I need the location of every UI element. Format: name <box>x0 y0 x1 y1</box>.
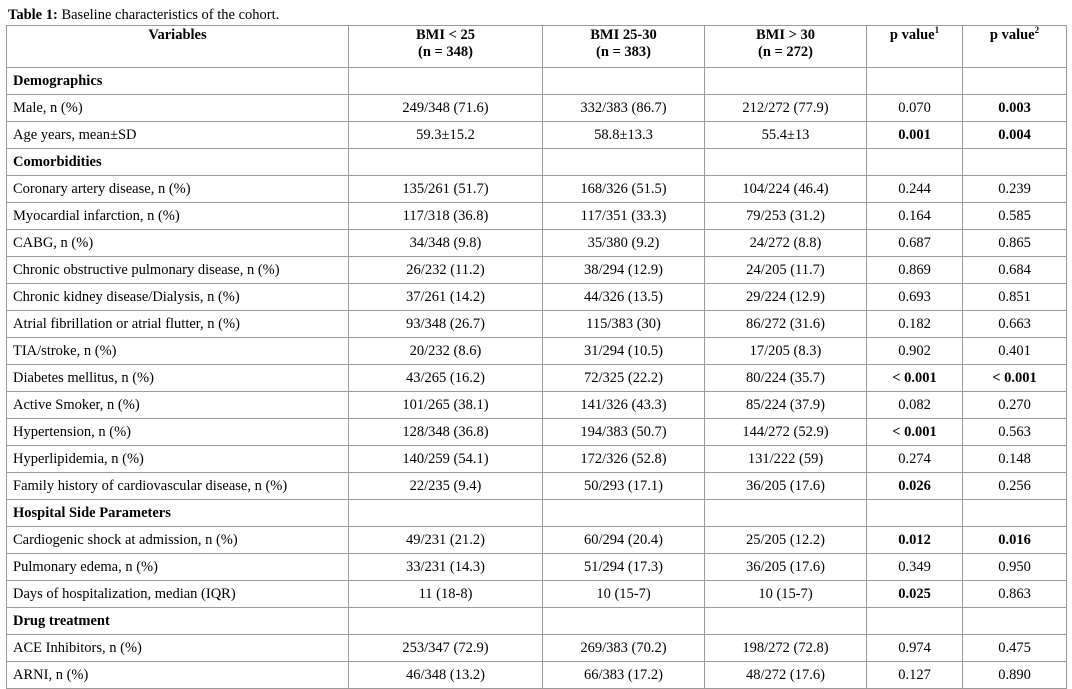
empty-cell <box>705 68 867 95</box>
cell-bmi-gt30: 104/224 (46.4) <box>705 176 867 203</box>
cell-bmi-lt25: 128/348 (36.8) <box>349 419 543 446</box>
empty-cell <box>867 68 963 95</box>
cell-bmi-gt30: 36/205 (17.6) <box>705 554 867 581</box>
cell-p-value-1: 0.127 <box>867 662 963 689</box>
cell-bmi-lt25: 101/265 (38.1) <box>349 392 543 419</box>
table-row <box>7 419 1067 446</box>
cell-bmi-lt25: 34/348 (9.8) <box>349 230 543 257</box>
row-label: Active Smoker, n (%) <box>7 392 349 419</box>
cell-bmi-25-30: 38/294 (12.9) <box>543 257 705 284</box>
row-label: CABG, n (%) <box>7 230 349 257</box>
cell-p-value-2: 0.475 <box>963 635 1067 662</box>
cell-p-value-1: 0.869 <box>867 257 963 284</box>
row-label: Cardiogenic shock at admission, n (%) <box>7 527 349 554</box>
cell-bmi-25-30: 50/293 (17.1) <box>543 473 705 500</box>
row-label: ARNI, n (%) <box>7 662 349 689</box>
section-row <box>7 149 1067 176</box>
header-bmi-lt25: BMI < 25 (n = 348) <box>349 26 543 68</box>
cell-bmi-gt30: 29/224 (12.9) <box>705 284 867 311</box>
cell-bmi-gt30: 144/272 (52.9) <box>705 419 867 446</box>
cell-p-value-1: 0.974 <box>867 635 963 662</box>
cell-bmi-25-30: 60/294 (20.4) <box>543 527 705 554</box>
cell-bmi-gt30: 80/224 (35.7) <box>705 365 867 392</box>
cell-p-value-1: 0.274 <box>867 446 963 473</box>
cell-p-value-2: 0.256 <box>963 473 1067 500</box>
cell-p-value-1: 0.182 <box>867 311 963 338</box>
empty-cell <box>963 500 1067 527</box>
header-variables: Variables <box>7 26 349 68</box>
empty-cell <box>543 608 705 635</box>
cell-bmi-25-30: 194/383 (50.7) <box>543 419 705 446</box>
empty-cell <box>349 149 543 176</box>
cell-p-value-2: 0.851 <box>963 284 1067 311</box>
empty-cell <box>705 608 867 635</box>
row-label: Age years, mean±SD <box>7 122 349 149</box>
cell-p-value-1: 0.687 <box>867 230 963 257</box>
table-row <box>7 230 1067 257</box>
cell-p-value-1: 0.026 <box>867 473 963 500</box>
cell-p-value-1: 0.244 <box>867 176 963 203</box>
cell-p-value-1: < 0.001 <box>867 365 963 392</box>
cell-bmi-lt25: 93/348 (26.7) <box>349 311 543 338</box>
caption-label: Table 1: <box>8 7 58 23</box>
cell-bmi-lt25: 59.3±15.2 <box>349 122 543 149</box>
cell-bmi-gt30: 212/272 (77.9) <box>705 95 867 122</box>
cell-p-value-1: 0.012 <box>867 527 963 554</box>
cell-p-value-2: < 0.001 <box>963 365 1067 392</box>
empty-cell <box>963 608 1067 635</box>
row-label: Chronic obstructive pulmonary disease, n (%) <box>7 257 349 284</box>
empty-cell <box>963 149 1067 176</box>
cell-bmi-25-30: 44/326 (13.5) <box>543 284 705 311</box>
cell-p-value-2: 0.270 <box>963 392 1067 419</box>
cell-bmi-25-30: 115/383 (30) <box>543 311 705 338</box>
empty-cell <box>867 149 963 176</box>
cell-p-value-2: 0.663 <box>963 311 1067 338</box>
cell-p-value-1: 0.349 <box>867 554 963 581</box>
cell-bmi-lt25: 43/265 (16.2) <box>349 365 543 392</box>
row-label: Atrial fibrillation or atrial flutter, n (%) <box>7 311 349 338</box>
empty-cell <box>349 68 543 95</box>
cell-p-value-1: 0.025 <box>867 581 963 608</box>
header-p-value-1: p value$^1$ <box>867 26 963 68</box>
cell-p-value-2: 0.004 <box>963 122 1067 149</box>
cell-p-value-2: 0.863 <box>963 581 1067 608</box>
cell-bmi-lt25: 117/318 (36.8) <box>349 203 543 230</box>
cell-bmi-lt25: 49/231 (21.2) <box>349 527 543 554</box>
cell-p-value-2: 0.950 <box>963 554 1067 581</box>
section-title: Comorbidities <box>7 149 349 176</box>
table-row <box>7 95 1067 122</box>
cell-p-value-2: 0.563 <box>963 419 1067 446</box>
cell-bmi-gt30: 10 (15-7) <box>705 581 867 608</box>
cell-bmi-lt25: 37/261 (14.2) <box>349 284 543 311</box>
section-title: Demographics <box>7 68 349 95</box>
cell-p-value-2: 0.684 <box>963 257 1067 284</box>
row-label: Hyperlipidemia, n (%) <box>7 446 349 473</box>
empty-cell <box>349 608 543 635</box>
table-body <box>7 68 1067 689</box>
empty-cell <box>543 68 705 95</box>
cell-p-value-2: 0.239 <box>963 176 1067 203</box>
table-row <box>7 581 1067 608</box>
cell-p-value-2: 0.016 <box>963 527 1067 554</box>
row-label: Pulmonary edema, n (%) <box>7 554 349 581</box>
empty-cell <box>349 500 543 527</box>
empty-cell <box>963 68 1067 95</box>
table-row <box>7 122 1067 149</box>
table-row <box>7 365 1067 392</box>
row-label: Coronary artery disease, n (%) <box>7 176 349 203</box>
cell-bmi-lt25: 249/348 (71.6) <box>349 95 543 122</box>
empty-cell <box>705 500 867 527</box>
cell-bmi-25-30: 51/294 (17.3) <box>543 554 705 581</box>
table-row <box>7 446 1067 473</box>
cell-bmi-lt25: 11 (18-8) <box>349 581 543 608</box>
cell-bmi-25-30: 332/383 (86.7) <box>543 95 705 122</box>
cell-bmi-lt25: 22/235 (9.4) <box>349 473 543 500</box>
table-row <box>7 257 1067 284</box>
cell-p-value-2: 0.003 <box>963 95 1067 122</box>
cell-bmi-gt30: 131/222 (59) <box>705 446 867 473</box>
table-row <box>7 635 1067 662</box>
table-row <box>7 176 1067 203</box>
cell-bmi-25-30: 168/326 (51.5) <box>543 176 705 203</box>
cell-bmi-25-30: 72/325 (22.2) <box>543 365 705 392</box>
cell-bmi-25-30: 117/351 (33.3) <box>543 203 705 230</box>
cell-bmi-25-30: 31/294 (10.5) <box>543 338 705 365</box>
cell-bmi-lt25: 140/259 (54.1) <box>349 446 543 473</box>
cell-p-value-2: 0.585 <box>963 203 1067 230</box>
cell-p-value-1: 0.082 <box>867 392 963 419</box>
cell-p-value-1: 0.902 <box>867 338 963 365</box>
empty-cell <box>543 500 705 527</box>
row-label: Chronic kidney disease/Dialysis, n (%) <box>7 284 349 311</box>
cell-p-value-2: 0.401 <box>963 338 1067 365</box>
section-row <box>7 68 1067 95</box>
cell-bmi-gt30: 79/253 (31.2) <box>705 203 867 230</box>
row-label: Diabetes mellitus, n (%) <box>7 365 349 392</box>
empty-cell <box>867 500 963 527</box>
cell-bmi-25-30: 10 (15-7) <box>543 581 705 608</box>
cell-bmi-25-30: 141/326 (43.3) <box>543 392 705 419</box>
table-container <box>6 5 1066 689</box>
cell-p-value-1: 0.164 <box>867 203 963 230</box>
cell-bmi-gt30: 86/272 (31.6) <box>705 311 867 338</box>
section-row <box>7 608 1067 635</box>
empty-cell <box>705 149 867 176</box>
table-row <box>7 284 1067 311</box>
cell-p-value-2: 0.890 <box>963 662 1067 689</box>
cell-bmi-gt30: 85/224 (37.9) <box>705 392 867 419</box>
table-row <box>7 473 1067 500</box>
cell-bmi-gt30: 198/272 (72.8) <box>705 635 867 662</box>
cell-bmi-lt25: 33/231 (14.3) <box>349 554 543 581</box>
cell-bmi-gt30: 48/272 (17.6) <box>705 662 867 689</box>
cell-p-value-2: 0.865 <box>963 230 1067 257</box>
empty-cell <box>867 608 963 635</box>
caption-text: Baseline characteristics of the cohort. <box>57 7 280 23</box>
row-label: TIA/stroke, n (%) <box>7 338 349 365</box>
table-row <box>7 662 1067 689</box>
section-title: Hospital Side Parameters <box>7 500 349 527</box>
cell-bmi-lt25: 253/347 (72.9) <box>349 635 543 662</box>
header-p-value-2: p value$^2$ <box>963 26 1067 68</box>
cell-bmi-gt30: 55.4±13 <box>705 122 867 149</box>
cell-bmi-lt25: 135/261 (51.7) <box>349 176 543 203</box>
cell-p-value-1: < 0.001 <box>867 419 963 446</box>
row-label: Male, n (%) <box>7 95 349 122</box>
cell-p-value-1: 0.070 <box>867 95 963 122</box>
empty-cell <box>543 149 705 176</box>
table-row <box>7 554 1067 581</box>
section-title: Drug treatment <box>7 608 349 635</box>
cell-bmi-25-30: 35/380 (9.2) <box>543 230 705 257</box>
table-caption <box>6 5 1066 25</box>
header-bmi-25-30: BMI 25-30 (n = 383) <box>543 26 705 68</box>
cell-bmi-25-30: 269/383 (70.2) <box>543 635 705 662</box>
baseline-characteristics-table <box>6 25 1067 689</box>
cell-bmi-gt30: 36/205 (17.6) <box>705 473 867 500</box>
table-row <box>7 311 1067 338</box>
cell-p-value-1: 0.693 <box>867 284 963 311</box>
cell-p-value-1: 0.001 <box>867 122 963 149</box>
table-row <box>7 527 1067 554</box>
row-label: Days of hospitalization, median (IQR) <box>7 581 349 608</box>
cell-bmi-gt30: 17/205 (8.3) <box>705 338 867 365</box>
table-row <box>7 338 1067 365</box>
cell-bmi-25-30: 58.8±13.3 <box>543 122 705 149</box>
cell-bmi-lt25: 46/348 (13.2) <box>349 662 543 689</box>
table-row <box>7 392 1067 419</box>
cell-bmi-lt25: 26/232 (11.2) <box>349 257 543 284</box>
row-label: Myocardial infarction, n (%) <box>7 203 349 230</box>
row-label: ACE Inhibitors, n (%) <box>7 635 349 662</box>
cell-bmi-gt30: 24/205 (11.7) <box>705 257 867 284</box>
row-label: Family history of cardiovascular disease, n (%) <box>7 473 349 500</box>
cell-bmi-gt30: 24/272 (8.8) <box>705 230 867 257</box>
cell-p-value-2: 0.148 <box>963 446 1067 473</box>
table-row <box>7 203 1067 230</box>
cell-bmi-gt30: 25/205 (12.2) <box>705 527 867 554</box>
row-label: Hypertension, n (%) <box>7 419 349 446</box>
cell-bmi-lt25: 20/232 (8.6) <box>349 338 543 365</box>
section-row <box>7 500 1067 527</box>
header-row <box>7 26 1067 68</box>
cell-bmi-25-30: 172/326 (52.8) <box>543 446 705 473</box>
header-bmi-gt30: BMI > 30 (n = 272) <box>705 26 867 68</box>
cell-bmi-25-30: 66/383 (17.2) <box>543 662 705 689</box>
